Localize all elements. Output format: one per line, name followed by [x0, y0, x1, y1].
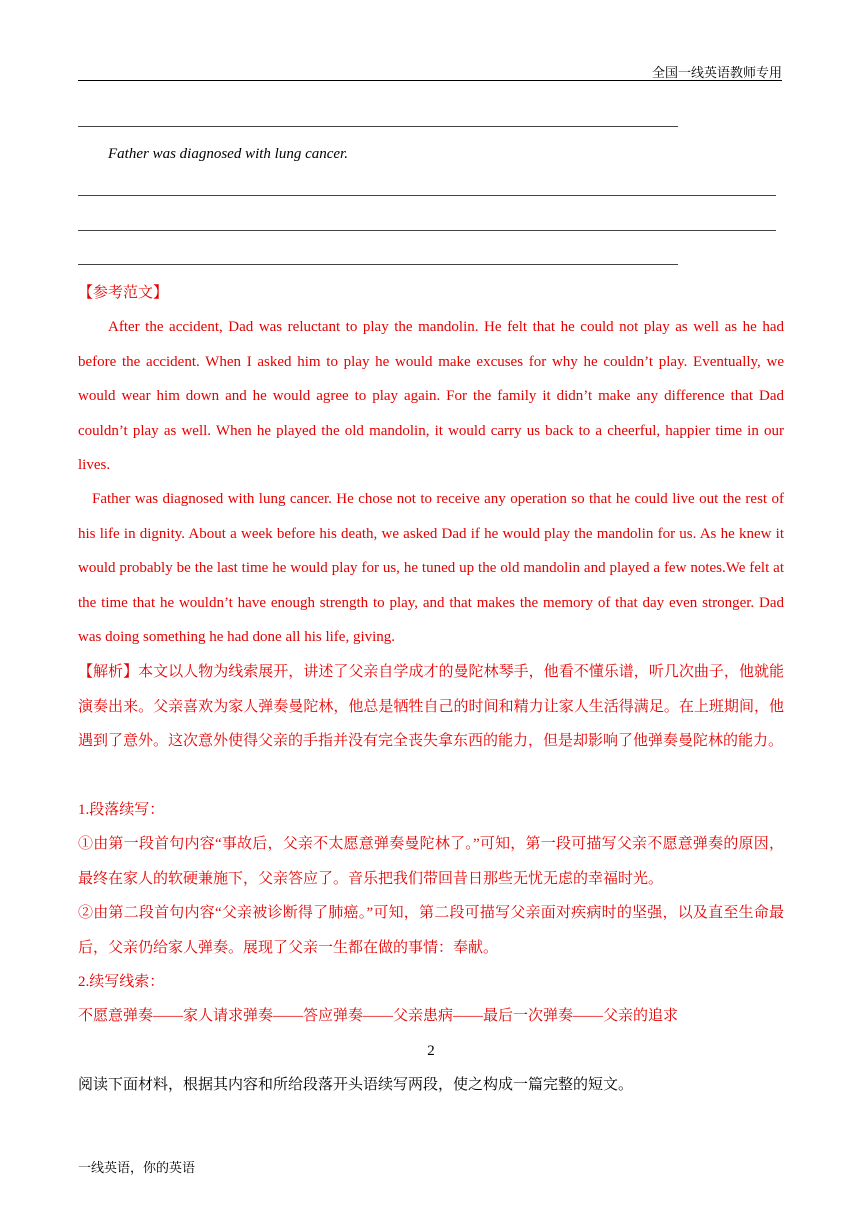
- prompt-sentence: Father was diagnosed with lung cancer.: [108, 146, 348, 162]
- header-brand: 全国一线英语教师专用: [651, 65, 782, 80]
- section-title-continuation: 1.段落续写：: [78, 802, 165, 818]
- clues-line: 不愿意弹奏——家人请求弹奏——答应弹奏——父亲患病——最后一次弹奏——父亲的追求: [78, 1008, 679, 1024]
- writing-line: [78, 264, 678, 265]
- section-title-clues: 2.续写线索：: [78, 974, 165, 990]
- analysis-text: 【解析】本文以人物为线索展开，讲述了父亲自学成才的曼陀林琴手，他看不懂乐谱，听几次曲子，他就能演奏出来。父亲喜欢为家人弹奏曼陀林，他总是牺牲自己的时间和精力让家人生活得满足。在上班期间，他遇到了意外。这次意外使得父亲的手指并没有完全丧失拿东西的能力，但是却影响了他弹奏曼陀林的能力。: [78, 664, 784, 750]
- reference-label: 【参考范文】: [78, 285, 169, 301]
- reference-paragraph-2: Father was diagnosed with lung cancer. He chose not to receive any operation so that he could live out the rest of his life in dignity. About a week before his death, we asked Dad if he would play the mandolin for us. As he knew it would probably be the last time he would play for us, he tuned up the old mandolin and played a few notes.We felt at the time that he wouldn’t have enough strength to play, and that makes the memory of that day even stronger. Dad was doing something he had done all his life, giving.: [78, 491, 784, 646]
- reference-paragraph-1: After the accident, Dad was reluctant to play the mandolin. He felt that he could not play as well as he had before the accident. When I asked him to play he would make excuses for why he couldn’t play. Eventually, we would wear him down and he would agree to play again. For the family it didn’t make any difference that Dad couldn’t play as well. When he played the old mandolin, it would carry us back to a cheerful, happier time in our lives.: [78, 319, 784, 474]
- question-number: 2: [427, 1043, 435, 1059]
- footer-slogan: 一线英语，你的英语: [78, 1160, 196, 1175]
- writing-line: [78, 195, 776, 196]
- analysis-point-1: ①由第一段首句内容“事故后，父亲不太愿意弹奏曼陀林了。”可知，第一段可描写父亲不愿意弹奏的原因，最终在家人的软硬兼施下，父亲答应了。音乐把我们带回昔日那些无忧无虑的幸福时光。: [78, 836, 784, 887]
- writing-line: [78, 230, 776, 231]
- writing-line: [78, 126, 678, 127]
- header-divider: [78, 80, 782, 81]
- question-instruction: 阅读下面材料，根据其内容和所给段落开头语续写两段，使之构成一篇完整的短文。: [78, 1077, 634, 1093]
- analysis-point-2: ②由第二段首句内容“父亲被诊断得了肺癌。”可知，第二段可描写父亲面对疾病时的坚强，以及直至生命最后，父亲仍给家人弹奏。展现了父亲一生都在做的事情：奉献。: [78, 905, 784, 956]
